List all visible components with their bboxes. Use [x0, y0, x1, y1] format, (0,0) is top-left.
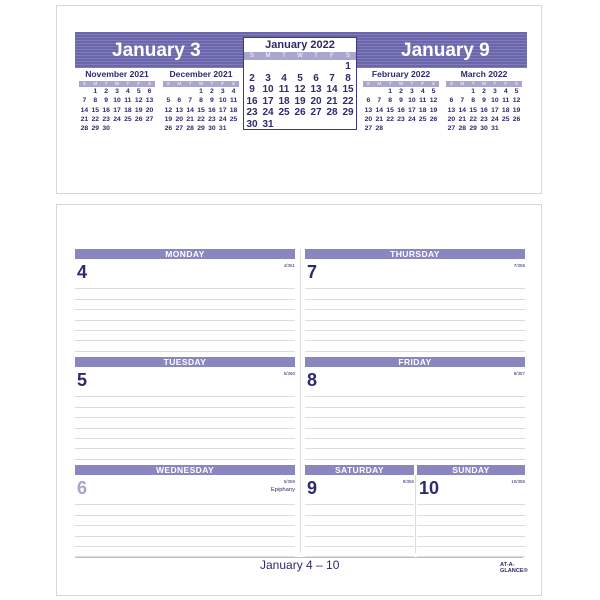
day-block-tuesday[interactable]: [75, 357, 295, 455]
calendar-day[interactable]: 18: [124, 106, 132, 114]
calendar-day[interactable]: 7: [460, 97, 465, 105]
calendar-day[interactable]: 23: [208, 115, 216, 123]
calendar-day[interactable]: 23: [246, 107, 258, 118]
calendar-day[interactable]: 6: [366, 97, 371, 105]
weekly-page: [56, 204, 542, 596]
calendar-day[interactable]: 4: [281, 72, 287, 84]
calendar-day[interactable]: 26: [429, 115, 438, 123]
calendar-day[interactable]: 18: [418, 106, 427, 114]
writing-lines[interactable]: [305, 387, 525, 460]
calendar-day[interactable]: 25: [124, 115, 132, 123]
weekday-letter: S: [232, 81, 236, 86]
calendar-day[interactable]: 18: [278, 95, 290, 107]
mini-calendar-title: March 2022: [460, 69, 508, 79]
writing-lines[interactable]: [75, 279, 295, 352]
calendar-day[interactable]: 21: [186, 115, 194, 123]
calendar-day[interactable]: 16: [480, 106, 488, 114]
writing-lines[interactable]: [75, 387, 295, 460]
calendar-blank: [374, 87, 385, 96]
mini-calendar-title: December 2021: [169, 69, 233, 79]
weekday-letter: T: [210, 81, 214, 86]
weekday-letter: S: [345, 53, 350, 59]
mini-calendar-march: [446, 68, 522, 133]
calendar-day[interactable]: 17: [218, 106, 227, 114]
calendar-day[interactable]: 4: [125, 88, 130, 95]
calendar-day[interactable]: 9: [399, 97, 403, 105]
weekend-divider: [415, 475, 416, 553]
weekday-letter: W: [114, 81, 120, 86]
calendar-day[interactable]: 20: [175, 115, 184, 123]
calendar-day[interactable]: 20: [145, 106, 154, 114]
calendar-day[interactable]: 4: [231, 88, 236, 95]
weekday-letter: S: [432, 81, 436, 86]
writing-lines[interactable]: [417, 495, 525, 557]
day-block-sunday[interactable]: [417, 465, 525, 553]
calendar-day[interactable]: 5: [514, 88, 519, 95]
day-of-year: 9/356: [402, 479, 414, 484]
day-number: 5: [77, 370, 88, 390]
calendar-blank: [260, 61, 276, 73]
weekday-letter: S: [82, 81, 86, 86]
mini-calendar-november: [79, 68, 155, 133]
weekday-letter: T: [104, 81, 108, 86]
calendar-day[interactable]: 9: [249, 84, 255, 95]
calendar-day[interactable]: 11: [229, 97, 238, 105]
weekday-letter: T: [126, 81, 130, 86]
calendar-day[interactable]: 10: [491, 97, 499, 105]
calendar-day[interactable]: 27: [447, 125, 456, 133]
calendar-day[interactable]: 18: [229, 106, 238, 114]
calendar-day[interactable]: 6: [177, 97, 182, 105]
calendar-day[interactable]: 20: [447, 115, 456, 123]
day-block-wednesday[interactable]: [75, 465, 295, 553]
calendar-blank: [244, 61, 260, 73]
mini-calendar-grid: [446, 87, 522, 133]
calendar-day[interactable]: 28: [186, 125, 194, 133]
weekday-letter: W: [481, 81, 487, 86]
calendar-day[interactable]: 12: [164, 106, 173, 114]
mini-calendar-grid: [363, 87, 439, 133]
calendar-blank: [174, 87, 185, 96]
day-number: 8: [307, 370, 318, 390]
range-start-date: January 3: [112, 40, 201, 61]
calendar-blank: [163, 87, 174, 96]
calendar-day[interactable]: 13: [145, 97, 154, 105]
calendar-day[interactable]: 8: [471, 97, 476, 105]
calendar-day[interactable]: 26: [512, 115, 521, 123]
mini-calendar-grid: [163, 87, 239, 133]
calendar-day[interactable]: 23: [480, 115, 488, 123]
calendar-day[interactable]: 9: [209, 97, 214, 105]
calendar-day[interactable]: 15: [386, 106, 394, 114]
calendar-day[interactable]: 13: [175, 106, 184, 114]
calendar-day[interactable]: 2: [249, 72, 255, 84]
day-name: SATURDAY: [305, 465, 414, 475]
day-name: TUESDAY: [75, 357, 295, 367]
weekday-letter: T: [493, 81, 497, 86]
calendar-day[interactable]: 28: [458, 125, 467, 133]
calendar-day[interactable]: 5: [297, 72, 303, 84]
calendar-day[interactable]: 1: [388, 88, 393, 95]
weekday-letter: T: [410, 81, 414, 86]
calendar-day[interactable]: 9: [104, 97, 109, 105]
calendar-day[interactable]: 6: [313, 72, 319, 84]
weekday-letter: F: [330, 53, 334, 59]
weekday-letter: T: [314, 53, 318, 59]
calendar-day[interactable]: 24: [113, 115, 121, 123]
day-number: 7: [307, 262, 318, 282]
calendar-day[interactable]: 29: [197, 125, 205, 133]
calendar-blank: [457, 87, 468, 96]
column-divider: [300, 249, 301, 553]
calendar-day[interactable]: 31: [262, 118, 274, 130]
weekday-letter: F: [221, 81, 225, 86]
calendar-day[interactable]: 5: [431, 88, 436, 95]
calendar-day[interactable]: 6: [147, 88, 152, 95]
weekday-letter: M: [93, 81, 98, 86]
calendar-day[interactable]: 19: [429, 106, 438, 114]
calendar-day[interactable]: 10: [218, 97, 227, 105]
calendar-day[interactable]: 15: [197, 106, 205, 114]
weekday-letter: W: [198, 81, 204, 86]
calendar-blank: [324, 61, 340, 73]
calendar-day[interactable]: 3: [115, 88, 119, 95]
calendar-day[interactable]: 1: [471, 88, 476, 95]
calendar-day[interactable]: 23: [102, 115, 110, 123]
calendar-day[interactable]: 21: [80, 115, 89, 123]
calendar-day[interactable]: 3: [220, 88, 225, 95]
calendar-day[interactable]: 8: [199, 97, 203, 105]
day-name: FRIDAY: [305, 357, 525, 367]
calendar-day[interactable]: 28: [326, 107, 338, 118]
calendar-day[interactable]: 17: [491, 106, 499, 114]
calendar-day[interactable]: 26: [294, 107, 306, 118]
calendar-day[interactable]: 18: [501, 106, 510, 114]
calendar-day[interactable]: 8: [93, 97, 98, 105]
current-month-title: January 2022: [265, 39, 335, 51]
weekday-letter: F: [137, 81, 141, 86]
mini-calendar-title: November 2021: [85, 69, 149, 79]
calendar-day[interactable]: 13: [447, 106, 456, 114]
calendar-day[interactable]: 14: [458, 106, 467, 114]
calendar-blank: [308, 61, 324, 73]
calendar-day[interactable]: 12: [294, 84, 306, 95]
day-block-friday[interactable]: [305, 357, 525, 455]
calendar-day[interactable]: 17: [408, 106, 416, 114]
day-name: WEDNESDAY: [75, 465, 295, 475]
calendar-day[interactable]: 27: [310, 107, 322, 118]
range-end-date: January 9: [401, 40, 490, 61]
weekday-letter: M: [177, 81, 182, 86]
calendar-day[interactable]: 27: [364, 125, 373, 133]
calendar-day[interactable]: 1: [345, 61, 351, 72]
mini-calendar-february: [363, 68, 439, 133]
weekday-letter: S: [148, 81, 152, 86]
day-of-year: 10/355: [511, 479, 525, 484]
calendar-day[interactable]: 12: [134, 97, 143, 105]
weekday-letter: S: [515, 81, 519, 86]
calendar-day[interactable]: 16: [102, 106, 110, 114]
calendar-day[interactable]: 2: [482, 88, 486, 95]
calendar-day[interactable]: 13: [364, 106, 373, 114]
calendar-day[interactable]: 27: [175, 125, 184, 133]
calendar-day[interactable]: 25: [418, 115, 427, 123]
calendar-day[interactable]: 13: [310, 84, 322, 95]
calendar-day[interactable]: 2: [399, 88, 403, 95]
day-of-year: 6/359: [283, 479, 295, 484]
current-month-calendar: [243, 37, 357, 130]
weekday-letter: W: [297, 53, 303, 59]
calendar-day[interactable]: 11: [419, 97, 427, 105]
calendar-day[interactable]: 11: [124, 97, 132, 105]
calendar-day[interactable]: 24: [262, 107, 274, 118]
calendar-day[interactable]: 11: [502, 97, 510, 105]
weekday-letter: S: [166, 81, 170, 86]
weekday-letter: W: [398, 81, 404, 86]
weekday-letter: T: [188, 81, 192, 86]
calendar-day[interactable]: 21: [375, 115, 384, 123]
calendar-day[interactable]: 25: [278, 107, 290, 118]
writing-lines[interactable]: [305, 495, 414, 557]
calendar-day[interactable]: 3: [409, 88, 414, 95]
weekday-letter: M: [460, 81, 465, 86]
day-of-year: 8/357: [513, 371, 525, 376]
calendar-day[interactable]: 17: [113, 106, 121, 114]
day-number: 9: [307, 478, 318, 498]
calendar-day[interactable]: 7: [377, 97, 382, 105]
calendar-day[interactable]: 14: [326, 84, 338, 95]
writing-lines[interactable]: [75, 495, 295, 557]
calendar-day[interactable]: 17: [262, 95, 274, 107]
day-block-monday[interactable]: [75, 249, 295, 347]
calendar-day[interactable]: 22: [197, 115, 205, 123]
calendar-day[interactable]: 28: [375, 125, 384, 133]
weekday-letter: F: [504, 81, 508, 86]
calendar-day[interactable]: 30: [208, 125, 216, 133]
calendar-day[interactable]: 2: [209, 88, 214, 95]
weekday-header: [244, 52, 356, 60]
day-of-year: 5/360: [283, 371, 295, 376]
calendar-day[interactable]: 29: [342, 107, 354, 118]
day-name: SUNDAY: [417, 465, 525, 475]
calendar-day[interactable]: 15: [342, 84, 354, 95]
calendar-blank: [446, 87, 457, 96]
calendar-blank: [363, 87, 374, 96]
calendar-day[interactable]: 4: [420, 88, 425, 95]
day-number: 10: [419, 478, 440, 498]
calendar-day[interactable]: 4: [503, 88, 508, 95]
calendar-day[interactable]: 2: [104, 88, 109, 95]
calendar-day[interactable]: 14: [186, 106, 194, 114]
calendar-day[interactable]: 12: [512, 97, 521, 105]
calendar-day[interactable]: 7: [82, 97, 87, 105]
calendar-day[interactable]: 22: [469, 115, 477, 123]
calendar-day[interactable]: 20: [364, 115, 373, 123]
calendar-day[interactable]: 29: [91, 125, 100, 133]
calendar-day[interactable]: 31: [491, 125, 499, 133]
current-month-grid: [244, 60, 356, 130]
day-name: MONDAY: [75, 249, 295, 259]
calendar-day[interactable]: 10: [113, 97, 121, 105]
mini-calendar-grid: [79, 87, 155, 133]
day-of-year: 4/361: [283, 263, 295, 268]
calendar-day[interactable]: 28: [80, 125, 89, 133]
weekday-letter: F: [421, 81, 425, 86]
week-range-label: January 4 – 10: [260, 558, 340, 572]
date-range-card: [56, 5, 542, 194]
weekday-letter: S: [449, 81, 453, 86]
calendar-day[interactable]: 30: [246, 118, 258, 130]
mini-calendar-december: [163, 68, 239, 133]
calendar-day[interactable]: 16: [246, 95, 258, 107]
day-name: THURSDAY: [305, 249, 525, 259]
calendar-day[interactable]: 15: [91, 106, 100, 114]
calendar-day[interactable]: 22: [342, 95, 354, 107]
calendar-day[interactable]: 3: [492, 88, 497, 95]
calendar-day[interactable]: 21: [326, 95, 338, 107]
calendar-day[interactable]: 19: [134, 106, 143, 114]
calendar-blank: [79, 87, 90, 96]
calendar-day[interactable]: 25: [229, 115, 238, 123]
calendar-day[interactable]: 19: [512, 106, 521, 114]
calendar-day[interactable]: 31: [218, 125, 227, 133]
calendar-day[interactable]: 23: [397, 115, 405, 123]
calendar-day[interactable]: 19: [294, 95, 306, 107]
brand-logo: AT-A-GLANCE®: [500, 562, 528, 574]
writing-lines[interactable]: [305, 279, 525, 352]
calendar-day[interactable]: 24: [408, 115, 416, 123]
calendar-blank: [292, 61, 308, 73]
calendar-day[interactable]: 16: [208, 106, 216, 114]
calendar-day[interactable]: 16: [397, 106, 405, 114]
calendar-day[interactable]: 30: [102, 125, 110, 133]
calendar-day[interactable]: 25: [501, 115, 510, 123]
calendar-day[interactable]: 11: [278, 84, 290, 95]
weekday-letter: T: [471, 81, 475, 86]
calendar-day[interactable]: 27: [145, 115, 154, 123]
calendar-day[interactable]: 15: [469, 106, 477, 114]
calendar-day[interactable]: 7: [188, 97, 193, 105]
day-number: 4: [77, 262, 88, 282]
calendar-day[interactable]: 22: [91, 115, 100, 123]
weekday-letter: M: [377, 81, 382, 86]
weekday-letter: T: [388, 81, 392, 86]
calendar-day[interactable]: 5: [166, 97, 171, 105]
weekday-letter: S: [366, 81, 370, 86]
calendar-day[interactable]: 22: [386, 115, 394, 123]
calendar-day[interactable]: 10: [262, 84, 274, 95]
calendar-day[interactable]: 20: [310, 95, 322, 107]
calendar-day[interactable]: 3: [265, 72, 271, 84]
calendar-day[interactable]: 26: [164, 125, 173, 133]
calendar-day[interactable]: 5: [136, 88, 141, 95]
day-block-thursday[interactable]: [305, 249, 525, 347]
day-number: 6: [77, 478, 88, 498]
calendar-day[interactable]: 1: [93, 88, 98, 95]
mini-calendar-title: February 2022: [371, 69, 431, 79]
calendar-day[interactable]: 14: [375, 106, 384, 114]
weekday-letter: T: [282, 53, 286, 59]
calendar-day[interactable]: 1: [199, 88, 203, 95]
calendar-day[interactable]: 12: [429, 97, 438, 105]
calendar-day[interactable]: 14: [80, 106, 89, 114]
calendar-blank: [276, 61, 292, 73]
calendar-day[interactable]: 19: [164, 115, 173, 123]
calendar-day[interactable]: 24: [218, 115, 227, 123]
calendar-day[interactable]: 21: [458, 115, 467, 123]
weekday-letter: S: [249, 53, 254, 59]
weekday-letter: M: [265, 53, 271, 59]
calendar-day[interactable]: 24: [491, 115, 499, 123]
calendar-day[interactable]: 8: [388, 97, 393, 105]
calendar-day[interactable]: 6: [449, 97, 454, 105]
calendar-day[interactable]: 10: [408, 97, 416, 105]
calendar-day[interactable]: 9: [482, 97, 486, 105]
calendar-day[interactable]: 26: [134, 115, 143, 123]
calendar-day[interactable]: 30: [480, 125, 488, 133]
day-of-year: 7/358: [513, 263, 525, 268]
calendar-blank: [185, 87, 196, 96]
calendar-day[interactable]: 7: [329, 72, 335, 84]
calendar-day[interactable]: 8: [345, 72, 351, 84]
calendar-day[interactable]: 29: [469, 125, 477, 133]
holiday-label: Epiphany: [270, 487, 295, 493]
day-block-saturday[interactable]: [305, 465, 414, 553]
